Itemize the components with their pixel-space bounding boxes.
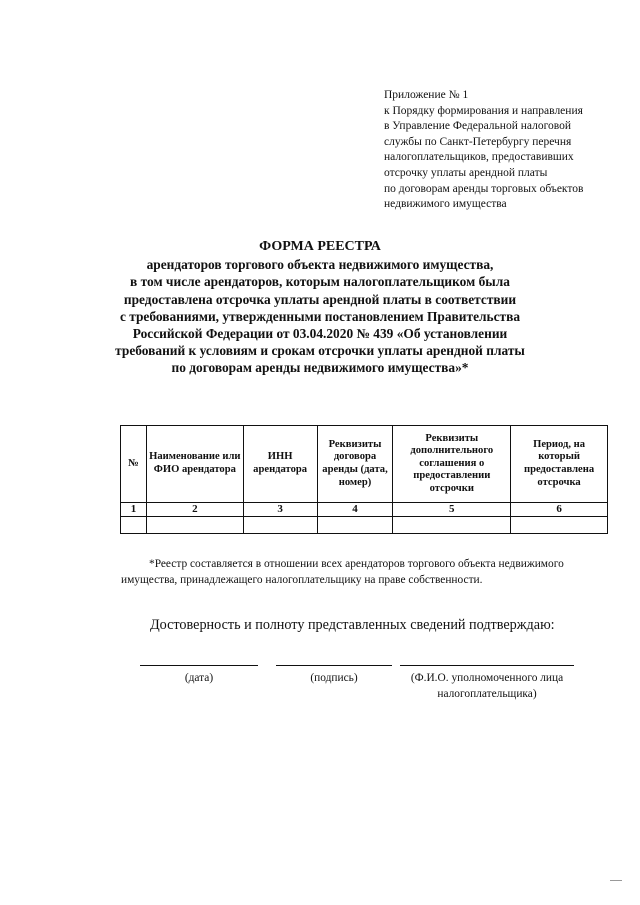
date-caption: (дата) (184, 672, 214, 684)
form-title-line: по договорам аренды недвижимого имущества»* (171, 360, 469, 376)
table-cell-empty (393, 517, 511, 534)
table-row-empty (121, 517, 608, 534)
col-header-tenant-name: Наименование или ФИО арендатора (146, 426, 243, 503)
form-title-line: в том числе арендаторов, которым налогоплательщиком была (130, 274, 510, 290)
form-title-main: ФОРМА РЕЕСТРА (259, 239, 381, 254)
fio-caption-line2: налогоплательщика) (437, 688, 537, 700)
page-mark (610, 880, 622, 881)
column-number: 2 (146, 503, 243, 517)
appendix-line: Приложение № 1 (384, 89, 469, 101)
table-cell-empty (511, 517, 608, 534)
footnote-line: *Реестр составляется в отношении всех арендаторов торгового объекта недвижимого (149, 558, 564, 570)
col-header-agreement-details: Реквизиты дополнительного соглашения о предоставлении отсрочки (393, 426, 511, 503)
col-header-period: Период, на который предоставлена отсрочка (511, 426, 608, 503)
appendix-line: отсрочку уплаты арендной платы (384, 166, 548, 179)
appendix-line: недвижимого имущества (384, 198, 507, 211)
footnote (121, 556, 615, 588)
table-cell-empty (146, 517, 243, 534)
form-title (0, 238, 640, 377)
table-row-column-numbers (121, 503, 608, 517)
date-signature-line (140, 665, 258, 666)
confirmation-statement: Достоверность и полноту представленных сведений подтверждаю: (150, 617, 555, 633)
form-title-line: Российской Федерации от 03.04.2020 № 439 «Об установлении (132, 326, 508, 342)
appendix-line: службы по Санкт-Петербургу перечня (384, 135, 572, 148)
column-number: 4 (317, 503, 393, 517)
table-cell-empty (317, 517, 393, 534)
sign-signature-line (276, 665, 392, 666)
footnote-line: имущества, принадлежащего налогоплательщику на праве собственности. (121, 574, 483, 586)
fio-caption-line1: (Ф.И.О. уполномоченного лица (410, 672, 564, 684)
form-title-line: предоставлена отсрочка уплаты арендной платы в соответствии (123, 291, 517, 307)
form-title-line: с требованиями, утвержденными постановлением Правительства (119, 308, 521, 324)
column-number: 3 (243, 503, 317, 517)
table-header-row (121, 426, 608, 503)
column-number: 1 (121, 503, 147, 517)
column-number: 6 (511, 503, 608, 517)
appendix-line: по договорам аренды торговых объектов (384, 182, 584, 195)
column-number: 5 (393, 503, 511, 517)
table-cell-empty (121, 517, 147, 534)
col-header-number: № (121, 426, 147, 503)
appendix-line: в Управление Федеральной налоговой (384, 120, 572, 133)
appendix-line: к Порядку формирования и направления (384, 104, 583, 117)
registry-table (120, 425, 608, 534)
form-title-line: требований к условиям и срокам отсрочки уплаты арендной платы (115, 343, 525, 359)
form-title-line: арендаторов торгового объекта недвижимого имущества, (146, 257, 494, 273)
fio-signature-line (400, 665, 574, 666)
col-header-lease-details: Реквизиты договора аренды (дата, номер) (317, 426, 393, 503)
appendix-line: налогоплательщиков, предоставивших (384, 151, 574, 164)
table-cell-empty (243, 517, 317, 534)
col-header-inn: ИНН арендатора (243, 426, 317, 503)
appendix-block (384, 88, 624, 213)
sign-caption: (подпись) (310, 672, 358, 684)
